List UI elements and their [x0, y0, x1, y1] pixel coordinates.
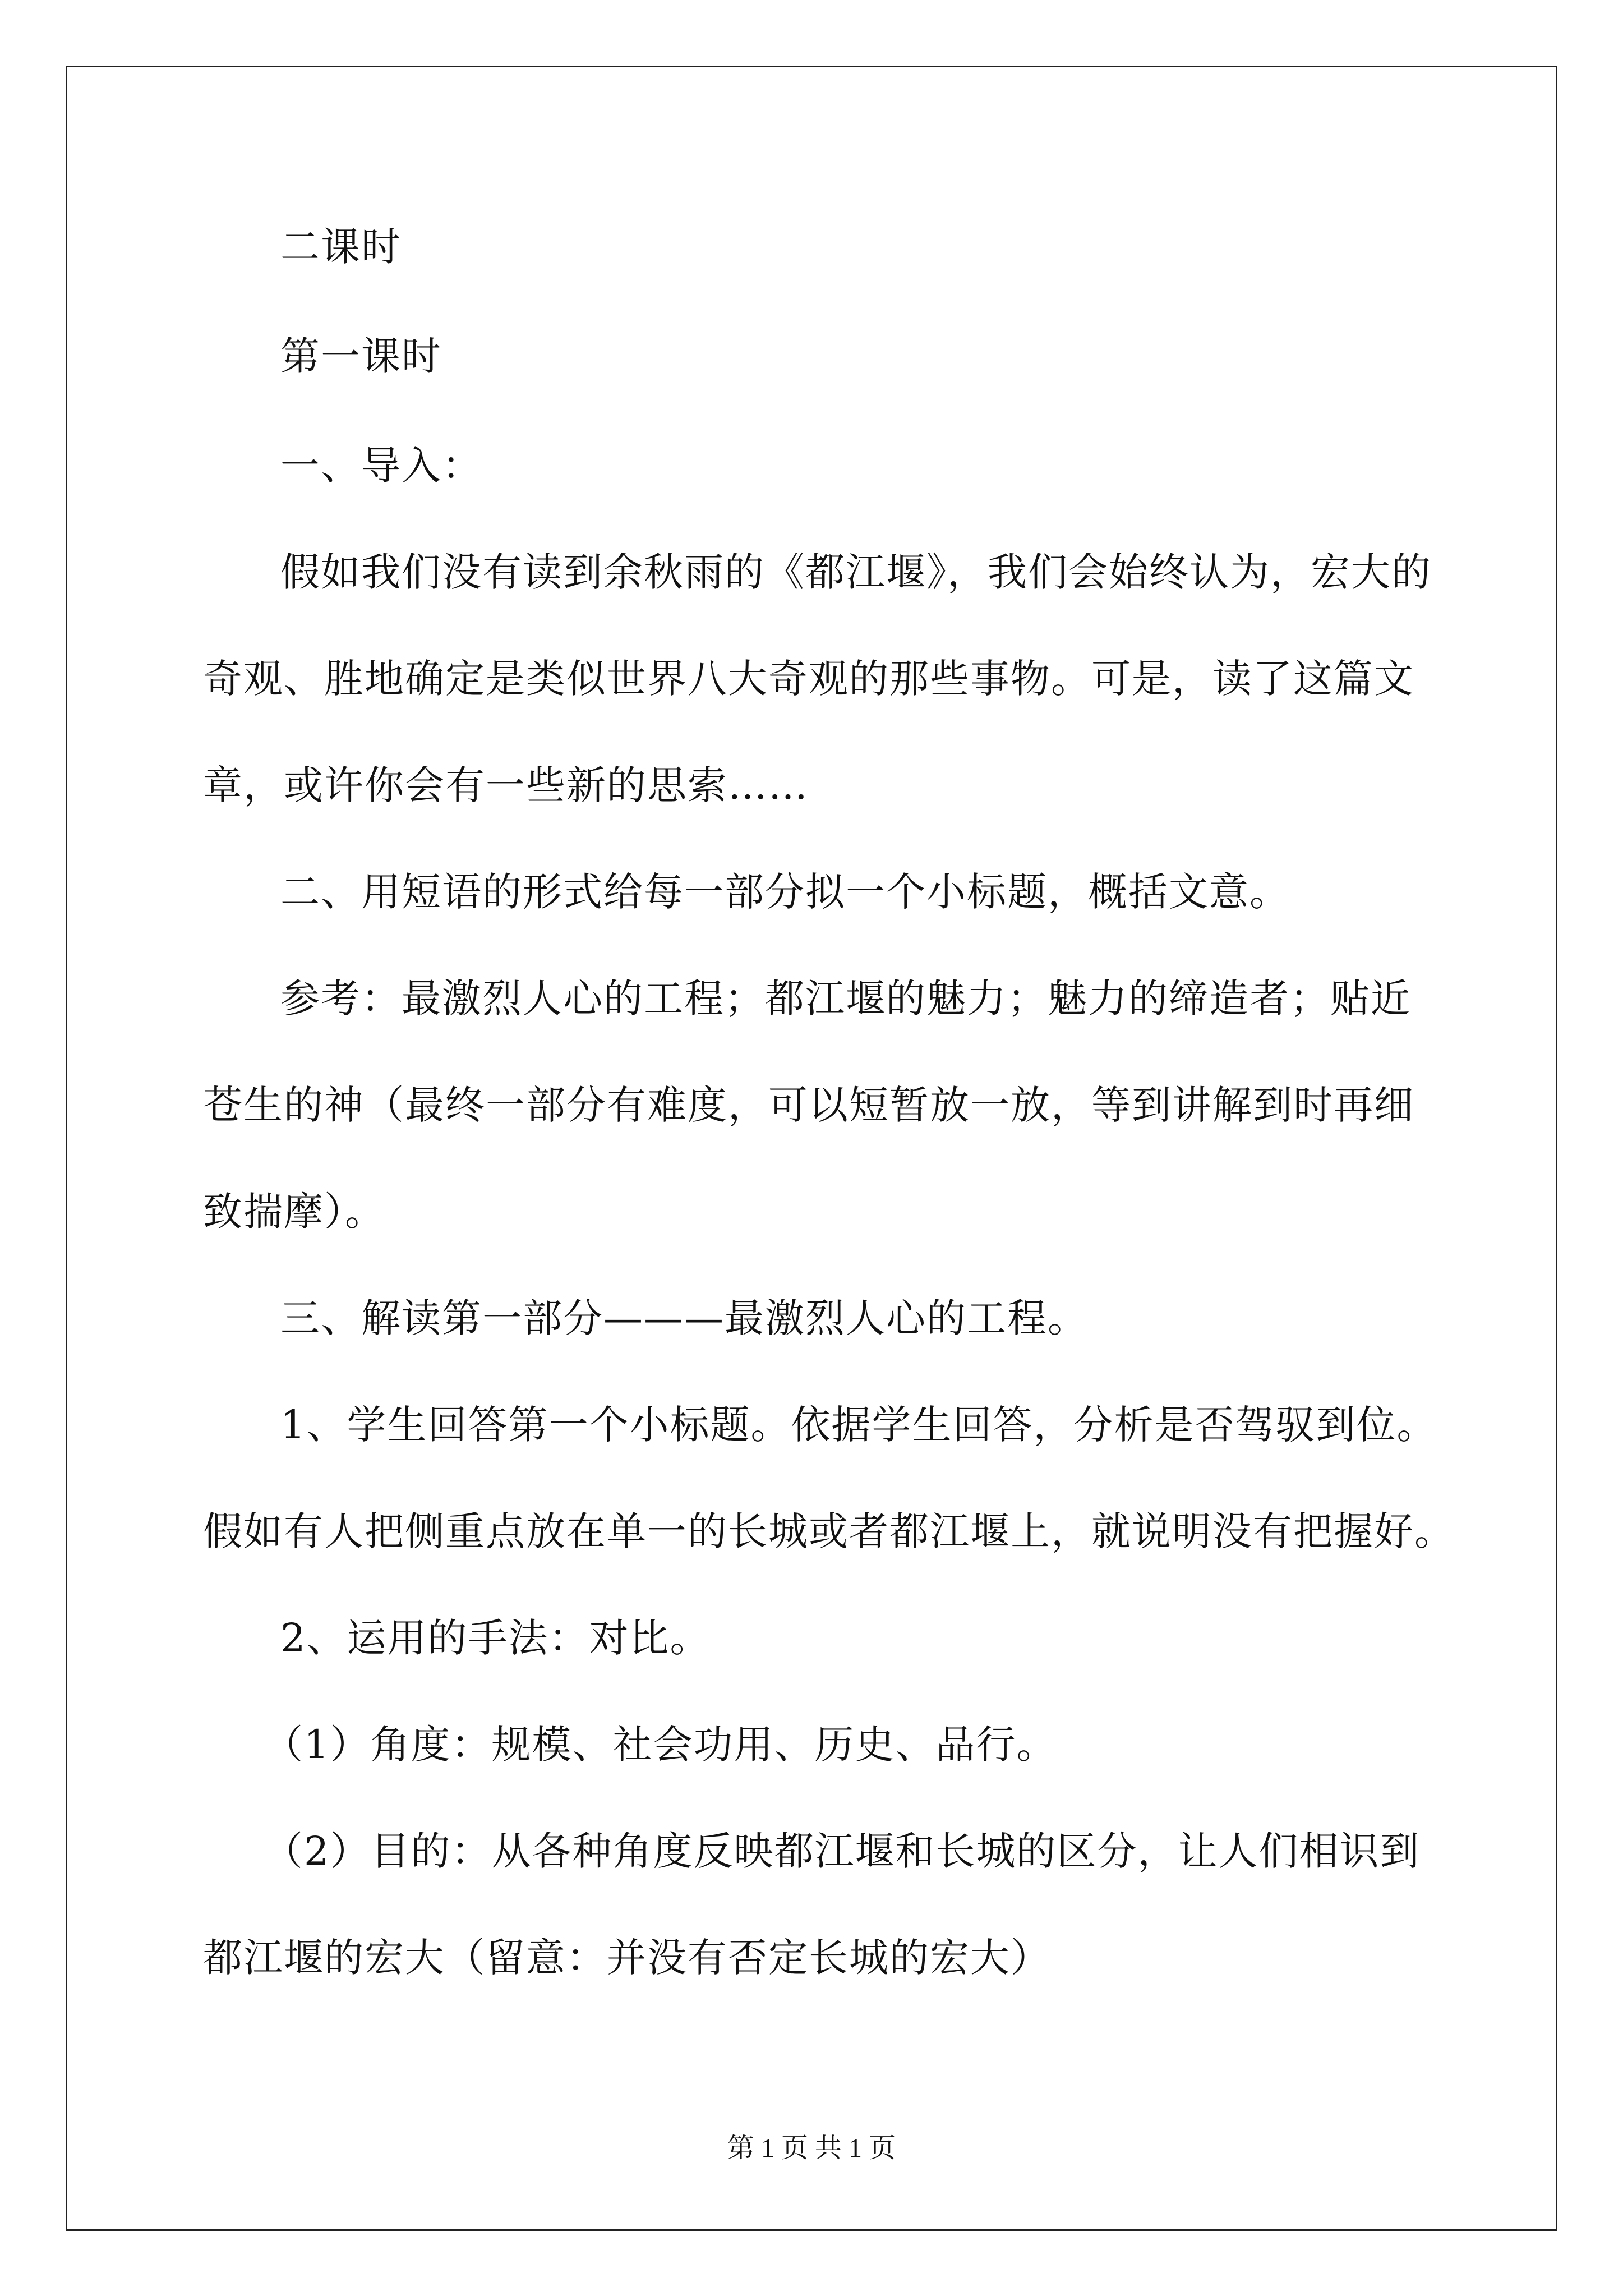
- page-footer: 第 1 页 共 1 页: [727, 2133, 896, 2163]
- section-two-heading: 二、用短语的形式给每一部分拟一个小标题，概括文意。: [280, 869, 1290, 915]
- first-lesson-heading: 第一课时: [280, 333, 442, 379]
- point-two-line: 2、运用的手法：对比。: [280, 1615, 711, 1661]
- reference-paragraph-line-1: 参考：最激烈人心的工程；都江堰的魅力；魅力的缔造者；贴近: [280, 976, 1411, 1022]
- point-one-line-1: 1、学生回答第一个小标题。依据学生回答，分析是否驾驭到位。: [280, 1402, 1437, 1448]
- page-border: [66, 66, 1557, 2231]
- sub-point-one-line: （1）角度：规模、社会功用、历史、品行。: [264, 1722, 1057, 1768]
- intro-paragraph-line-1: 假如我们没有读到余秋雨的《都江堰》，我们会始终认为，宏大的: [280, 549, 1432, 595]
- sub-point-two-line-2: 都江堰的宏大（留意：并没有否定长城的宏大）: [203, 1935, 1051, 1981]
- section-one-heading: 一、导入：: [280, 443, 482, 489]
- section-three-heading: 三、解读第一部分———最激烈人心的工程。: [280, 1295, 1088, 1341]
- reference-paragraph-line-2: 苍生的神（最终一部分有难度，可以短暂放一放，等到讲解到时再细: [203, 1082, 1414, 1128]
- point-one-line-2: 假如有人把侧重点放在单一的长城或者都江堰上，就说明没有把握好。: [203, 1508, 1455, 1554]
- reference-paragraph-line-3: 致揣摩）。: [203, 1189, 385, 1235]
- intro-paragraph-line-2: 奇观、胜地确定是类似世界八大奇观的那些事物。可是，读了这篇文: [203, 656, 1414, 702]
- lesson-count-line: 二课时: [280, 224, 402, 270]
- sub-point-two-line-1: （2）目的：从各种角度反映都江堰和长城的区分，让人们相识到: [264, 1828, 1421, 1874]
- intro-paragraph-line-3: 章，或许你会有一些新的思索……: [203, 762, 809, 808]
